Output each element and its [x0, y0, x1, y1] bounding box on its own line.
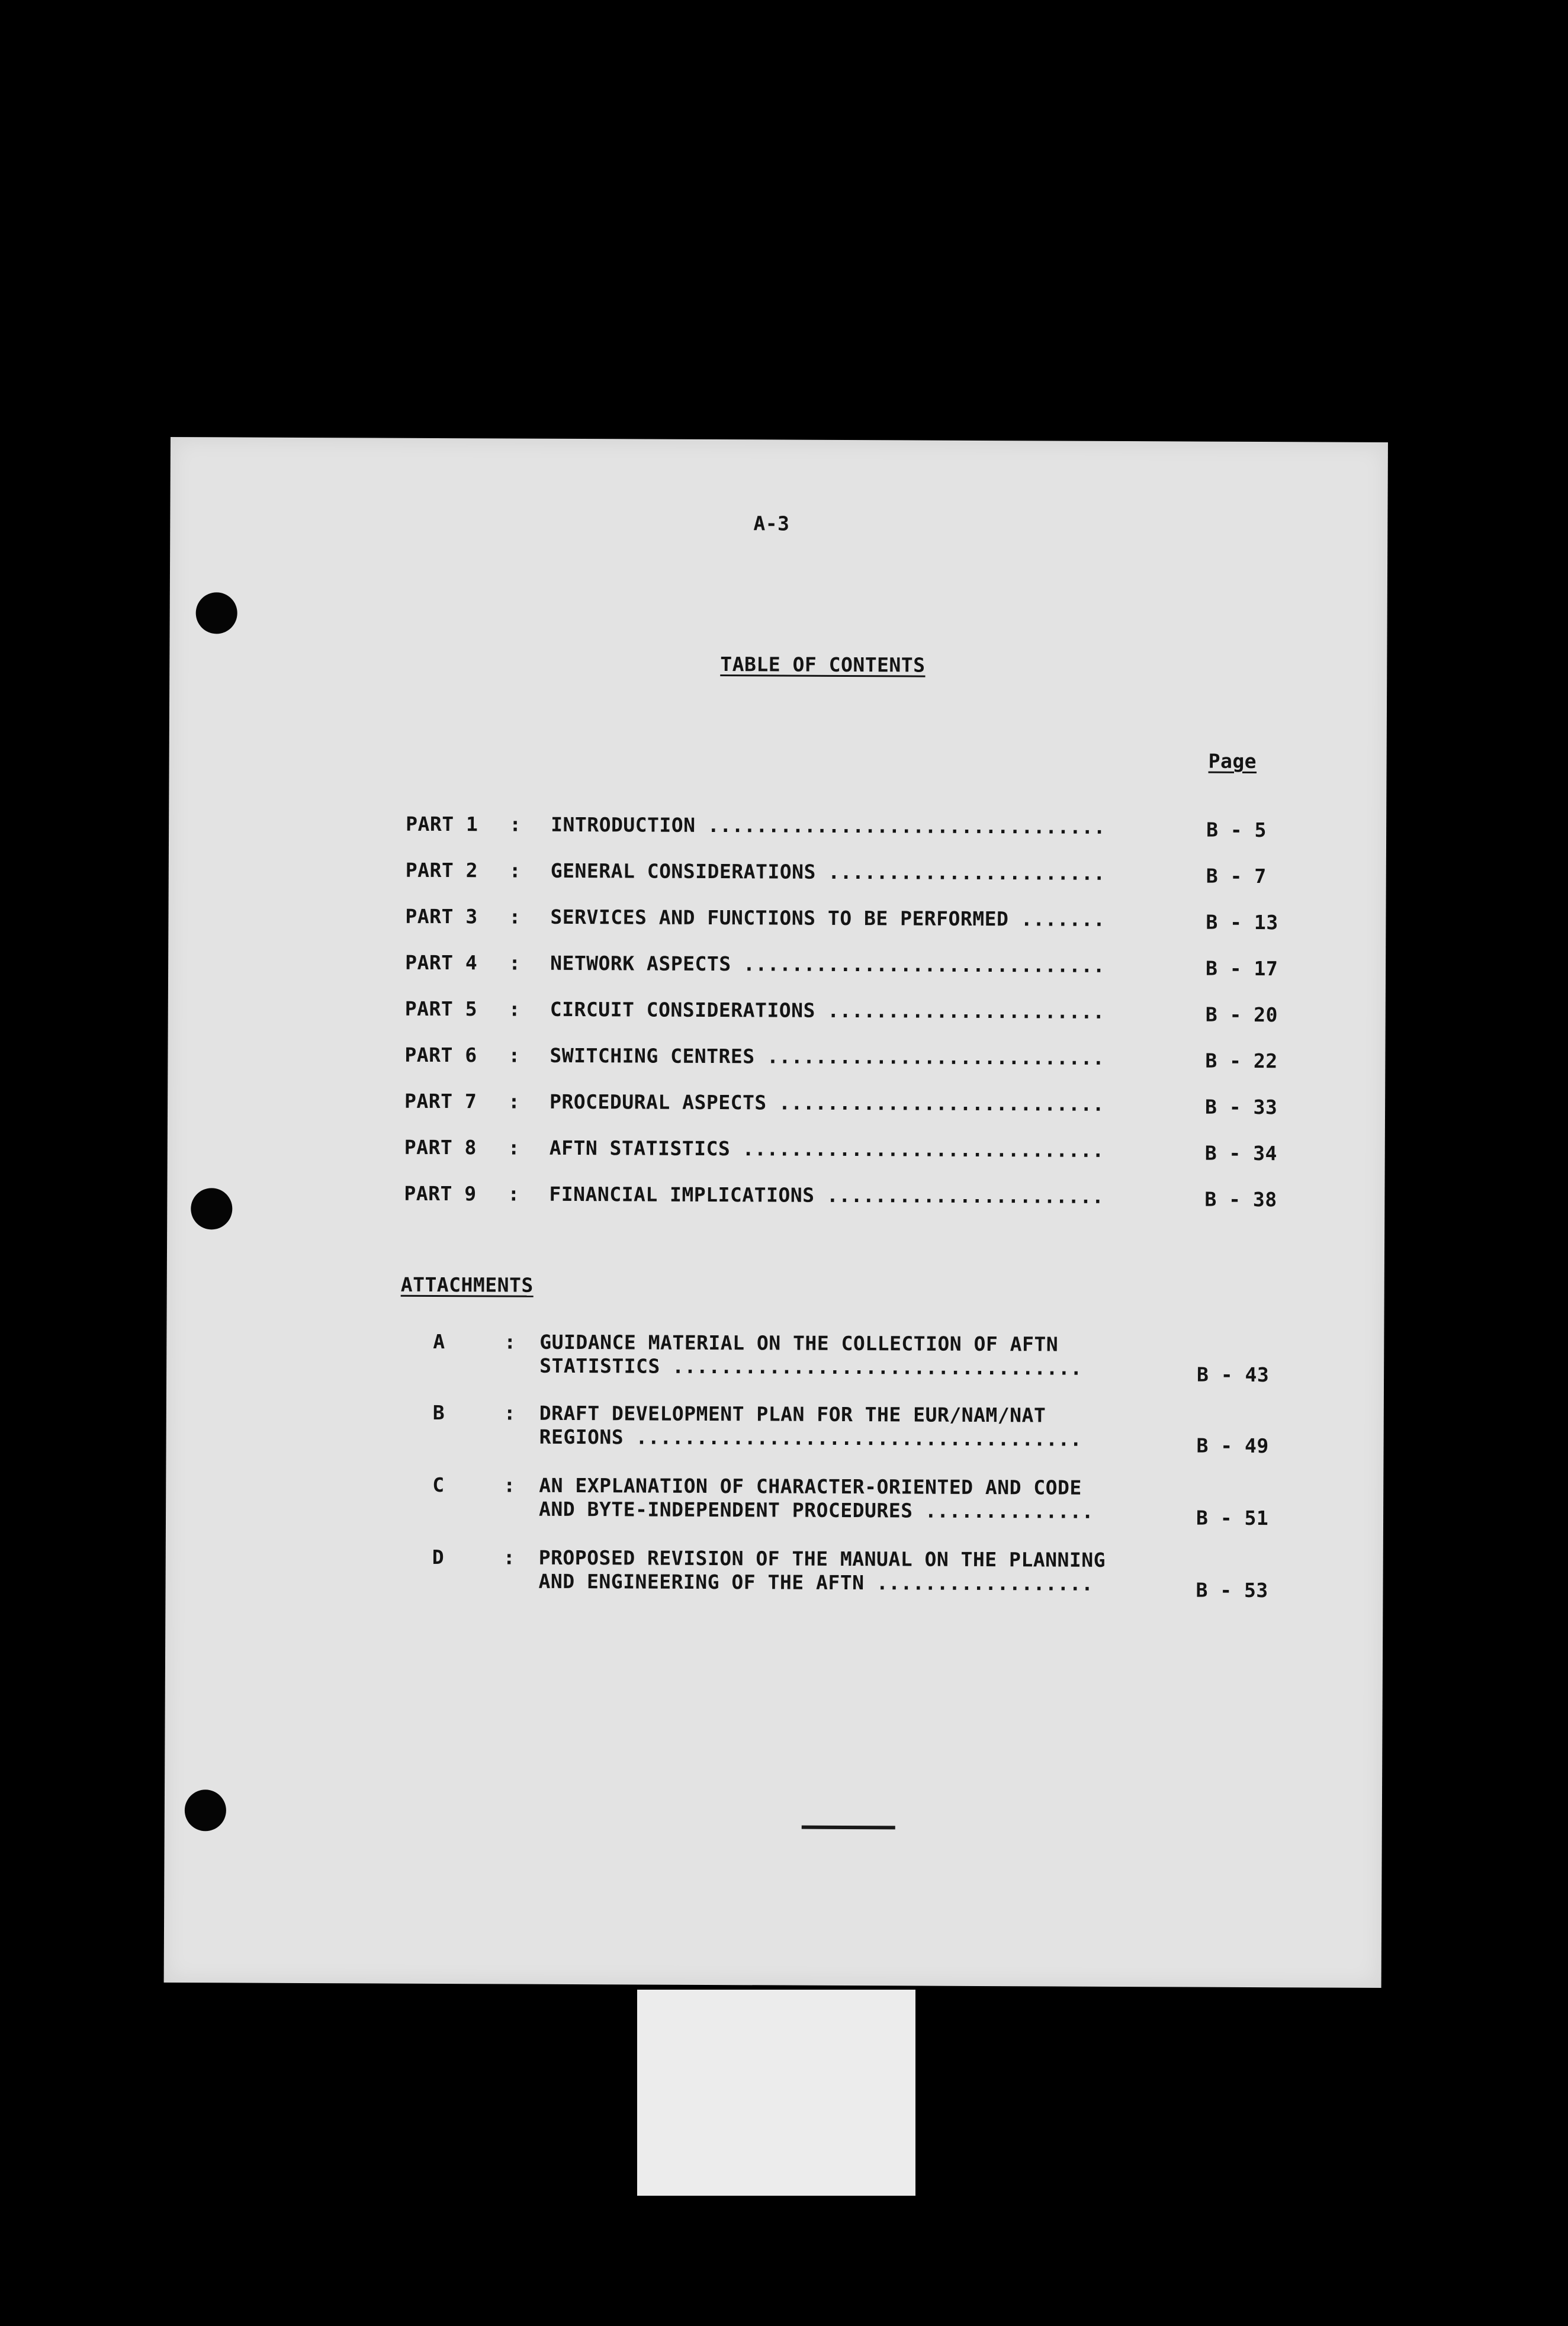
- part-title: NETWORK ASPECTS ..............................: [550, 951, 1106, 977]
- target-card: [637, 1990, 915, 2196]
- attachments-heading: ATTACHMENTS: [400, 1273, 534, 1297]
- attachment-page: B - 49: [1196, 1434, 1269, 1458]
- separator: :: [509, 905, 521, 929]
- separator: :: [507, 1136, 520, 1159]
- page-column-label: Page: [1208, 749, 1257, 773]
- attachment-letter: B: [432, 1400, 445, 1425]
- part-title: PROCEDURAL ASPECTS ...........................: [550, 1090, 1105, 1116]
- attachment-row: [166, 1400, 1383, 1462]
- part-page: B - 33: [1204, 1095, 1278, 1119]
- toc-row: [168, 950, 1386, 984]
- part-title: CIRCUIT CONSIDERATIONS .......................: [550, 997, 1105, 1023]
- page-title: TABLE OF CONTENTS: [720, 653, 926, 677]
- toc-row: [167, 1181, 1384, 1215]
- separator: :: [503, 1401, 516, 1425]
- separator: :: [508, 1090, 520, 1113]
- part-label: PART 6: [404, 1043, 477, 1067]
- toc-row: [168, 1088, 1385, 1122]
- punch-hole: [185, 1790, 226, 1831]
- toc-row: [168, 1135, 1385, 1168]
- part-title: GENERAL CONSIDERATIONS .......................: [550, 859, 1106, 885]
- part-title: FINANCIAL IMPLICATIONS .......................: [549, 1182, 1104, 1208]
- toc-row: [168, 904, 1386, 937]
- part-page: B - 20: [1205, 1003, 1278, 1027]
- part-label: PART 8: [404, 1135, 477, 1159]
- attachment-title-line: AN EXPLANATION OF CHARACTER-ORIENTED AND CODE: [539, 1473, 1082, 1499]
- separator: :: [509, 812, 522, 836]
- part-title: SWITCHING CENTRES ............................: [550, 1043, 1105, 1069]
- part-page: B - 34: [1204, 1141, 1278, 1165]
- separator: :: [507, 1182, 520, 1206]
- attachment-title-line: DRAFT DEVELOPMENT PLAN FOR THE EUR/NAM/NAT: [539, 1401, 1046, 1427]
- attachment-letter: D: [432, 1545, 445, 1569]
- attachment-letter: A: [433, 1329, 445, 1354]
- attachment-row: [166, 1329, 1384, 1391]
- toc-row: [169, 857, 1386, 891]
- separator: :: [503, 1473, 516, 1497]
- part-label: PART 9: [404, 1181, 477, 1206]
- separator: :: [503, 1546, 516, 1569]
- part-label: PART 2: [405, 858, 478, 882]
- part-label: PART 7: [404, 1089, 477, 1113]
- separator: :: [509, 859, 522, 882]
- attachment-page: B - 53: [1196, 1578, 1268, 1602]
- part-title: AFTN STATISTICS ..............................: [549, 1136, 1104, 1162]
- part-label: PART 3: [405, 904, 478, 929]
- attachment-title-line: AND ENGINEERING OF THE AFTN ..................: [538, 1569, 1094, 1595]
- attachment-title-line: GUIDANCE MATERIAL ON THE COLLECTION OF AFTN: [539, 1330, 1059, 1356]
- attachment-title-line: PROPOSED REVISION OF THE MANUAL ON THE PLANNING: [538, 1546, 1106, 1572]
- separator: :: [508, 997, 521, 1021]
- punch-hole: [196, 592, 237, 634]
- part-page: B - 5: [1206, 818, 1267, 842]
- attachment-title-line: REGIONS .....................................: [539, 1425, 1082, 1451]
- part-page: B - 38: [1204, 1187, 1277, 1212]
- toc-row: [168, 996, 1386, 1030]
- part-title: INTRODUCTION .................................: [551, 812, 1106, 838]
- separator: :: [508, 1043, 520, 1067]
- end-rule: [802, 1826, 895, 1830]
- part-title: SERVICES AND FUNCTIONS TO BE PERFORMED .......: [550, 905, 1106, 931]
- toc-row: [169, 811, 1386, 845]
- attachment-page: B - 43: [1197, 1363, 1270, 1387]
- separator: :: [509, 951, 521, 975]
- attachment-row: [166, 1472, 1383, 1534]
- part-page: B - 13: [1206, 910, 1278, 934]
- attachment-title-line: AND BYTE-INDEPENDENT PROCEDURES ..............: [539, 1497, 1094, 1523]
- part-label: PART 1: [406, 812, 478, 836]
- part-page: B - 7: [1206, 864, 1267, 888]
- part-page: B - 17: [1206, 956, 1278, 981]
- part-label: PART 5: [404, 997, 478, 1021]
- part-page: B - 22: [1205, 1049, 1278, 1073]
- page-number: A-3: [753, 512, 790, 535]
- separator: :: [504, 1330, 516, 1354]
- part-label: PART 4: [405, 950, 478, 975]
- attachment-row: [165, 1544, 1383, 1607]
- attachment-title-line: STATISTICS ..................................: [539, 1354, 1082, 1380]
- attachment-letter: C: [432, 1473, 445, 1497]
- attachment-page: B - 51: [1196, 1506, 1269, 1530]
- document-page: [164, 437, 1388, 1988]
- toc-row: [168, 1042, 1385, 1076]
